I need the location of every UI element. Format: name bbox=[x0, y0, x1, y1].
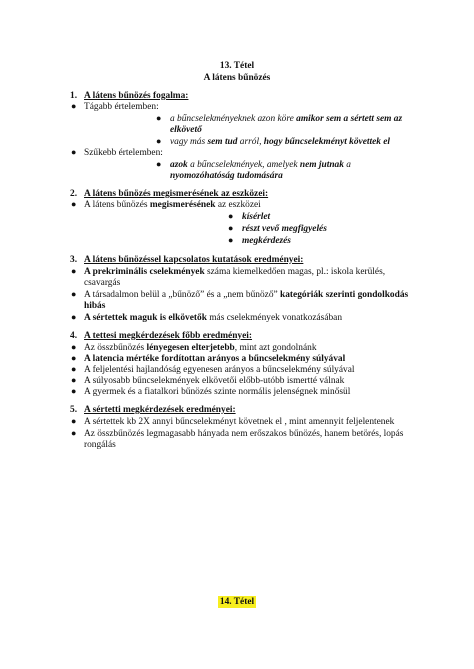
list-item-continuation: csavargás bbox=[84, 278, 121, 288]
list-item: A társadalmon belül a „bűnöző” és a „nem bűnöző” kategóriák szerinti gondolkodás bbox=[84, 290, 409, 300]
list-item: Tágabb értelemben: bbox=[84, 102, 159, 112]
section-number: 5. bbox=[70, 405, 78, 415]
bullet-icon: ● bbox=[71, 428, 77, 438]
page-title: 13. Tétel bbox=[219, 61, 255, 71]
list-item: azok a bűncselekmények, amelyek nem jutnak a bbox=[170, 160, 351, 170]
list-item: A latencia mértéke fordítottan arányos a bűncselekmény súlyával bbox=[84, 354, 346, 364]
section-number: 1. bbox=[70, 91, 78, 101]
section-heading: A látens bűnözés fogalma: bbox=[84, 91, 189, 101]
bullet-icon: ● bbox=[156, 113, 162, 123]
bullet-icon: ● bbox=[71, 289, 77, 299]
list-item: A látens bűnözés megismerésének az eszközei bbox=[84, 200, 261, 210]
list-item-continuation: elkövető bbox=[170, 125, 202, 135]
bullet-icon: ● bbox=[228, 211, 234, 221]
list-item: a bűncselekményeknek azon köre amikor sem a sértett sem az bbox=[170, 114, 403, 124]
bullet-icon: ● bbox=[71, 101, 77, 111]
list-item: A feljelentési hajlandóság egyenesen arányos a bűncselekmény súlyával bbox=[84, 365, 355, 375]
bullet-icon: ● bbox=[71, 353, 77, 363]
list-item: A gyermek és a fiatalkori bűnözés szinte normális jelenségnek minősül bbox=[84, 387, 351, 397]
section-number: 4. bbox=[70, 331, 78, 341]
list-item: Az összbűnözés lényegesen elterjetebb, mint azt gondolnánk bbox=[84, 343, 317, 353]
list-item: vagy más sem tud arról, hogy bűncselekményt követtek el bbox=[170, 137, 391, 147]
section-heading: A látens bűnözés megismerésének az eszközei: bbox=[84, 189, 269, 199]
list-item-continuation: rongálás bbox=[84, 440, 116, 450]
bullet-icon: ● bbox=[71, 312, 77, 322]
bullet-icon: ● bbox=[71, 416, 77, 426]
next-title-highlight: 14. Tétel bbox=[219, 597, 255, 607]
list-item: megkérdezés bbox=[242, 236, 291, 246]
bullet-icon: ● bbox=[71, 386, 77, 396]
list-item: A sértettek kb 2X annyi bűncselekményt követnek el , mint amennyit feljelentenek bbox=[84, 417, 395, 427]
list-item: A sértettek maguk is elkövetők más cselekmények vonatkozásában bbox=[84, 313, 343, 323]
bullet-icon: ● bbox=[228, 235, 234, 245]
section-heading: A tettesi megkérdezések főbb eredményei: bbox=[84, 331, 253, 341]
section-heading: A látens bűnözéssel kapcsolatos kutatások eredményei: bbox=[84, 255, 304, 265]
page-subtitle: A látens bűnözés bbox=[203, 73, 271, 83]
bullet-icon: ● bbox=[228, 223, 234, 233]
bullet-icon: ● bbox=[71, 147, 77, 157]
section-number: 2. bbox=[70, 189, 78, 199]
list-item-continuation: hibás bbox=[84, 301, 106, 311]
bullet-icon: ● bbox=[156, 136, 162, 146]
list-item-continuation: nyomozóhatóság tudomására bbox=[170, 171, 283, 181]
list-item: Szűkebb értelemben: bbox=[84, 148, 163, 158]
list-item: A prekriminális cselekmények száma kiemelkedően magas, pl.: iskola kerülés, bbox=[84, 267, 386, 277]
bullet-icon: ● bbox=[71, 199, 77, 209]
bullet-icon: ● bbox=[71, 266, 77, 276]
list-item: részt vevő megfigyelés bbox=[242, 224, 327, 234]
bullet-icon: ● bbox=[71, 375, 77, 385]
section-heading: A sértetti megkérdezések eredményei: bbox=[84, 405, 236, 415]
list-item: A súlyosabb bűncselekmények elkövetői előbb-utóbb ismertté válnak bbox=[84, 376, 345, 386]
next-title bbox=[0, 597, 474, 608]
section-number: 3. bbox=[70, 255, 78, 265]
bullet-icon: ● bbox=[156, 159, 162, 169]
list-item: Az összbűnözés legmagasabb hányada nem erőszakos bűnözés, hanem betörés, lopás bbox=[84, 429, 404, 439]
bullet-icon: ● bbox=[71, 342, 77, 352]
list-item: kísérlet bbox=[242, 212, 271, 222]
bullet-icon: ● bbox=[71, 364, 77, 374]
